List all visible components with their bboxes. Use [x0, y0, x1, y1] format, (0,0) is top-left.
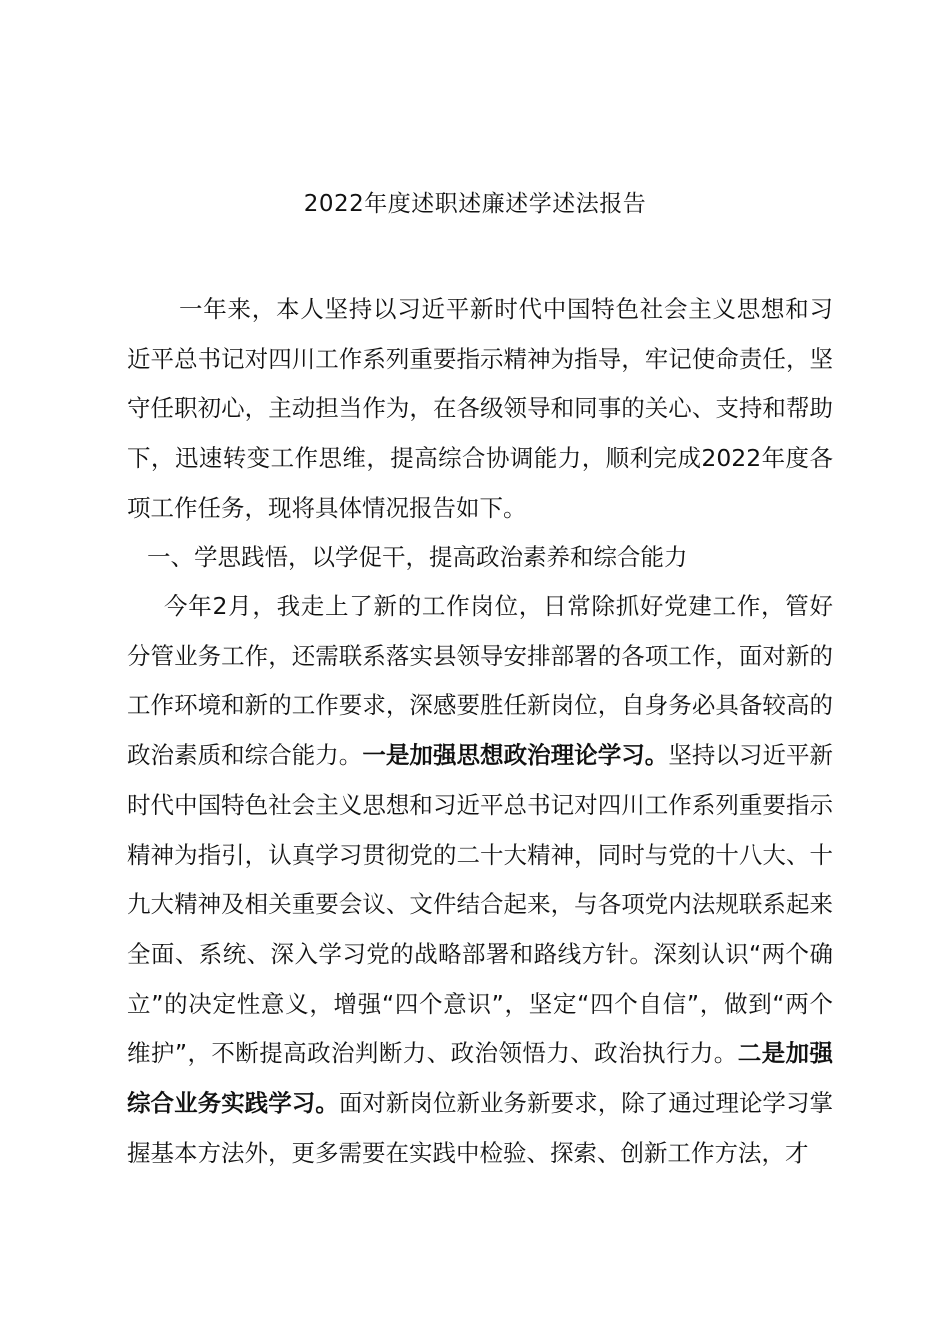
- section-paragraph: [127, 582, 833, 1178]
- section-heading: 一、学思践悟，以学促干，提高政治素养和综合能力: [147, 543, 688, 571]
- paragraph-text: 坚持以习近平新时代中国特色社会主义思想和习近平总书记对四川工作系列重要指示精神为指引，认真学习贯彻党的二十大精神，同时与党的十八大、十九大精神及相关重要会议、文件结合起来，与各项党内法规联系起来全面、系统、深入学习党的战略部署和路线方针。深刻认识“两个确立”的决定性意义，增强“四个意识”，坚定“四个自信”，做到“两个维护”，不断提高政治判断力、政治领悟力、政治执行力。: [127, 741, 834, 1068]
- intro-paragraph: 一年来，本人坚持以习近平新时代中国特色社会主义思想和习近平总书记对四川工作系列重要指示精神为指导，牢记使命责任，坚守任职初心，主动担当作为，在各级领导和同事的关心、支持和帮助下，迅速转变工作思维，提高综合协调能力，顺利完成2022年度各项工作任务，现将具体情况报告如下。: [127, 295, 833, 522]
- paragraph-text: 今年2月，我走上了新的工作岗位，日常除抓好党建工作，管好分管业务工作，还需联系落实县领导安排部署的各项工作，面对新的工作环境和新的工作要求，深感要胜任新岗位，自身务必具备较高的政治素质和综合能力。: [127, 592, 833, 770]
- bold-subheading-2: 二是加强综合业务实践学习。: [127, 1039, 833, 1118]
- paragraph-text: 面对新岗位新业务新要求，除了通过理论学习掌握基本方法外，更多需要在实践中检验、探索、创新工作方法，才: [127, 1089, 834, 1167]
- document-title: 2022年度述职述廉述学述法报告: [303, 191, 647, 217]
- bold-subheading-1: 一是加强思想政治理论学习。: [362, 741, 669, 770]
